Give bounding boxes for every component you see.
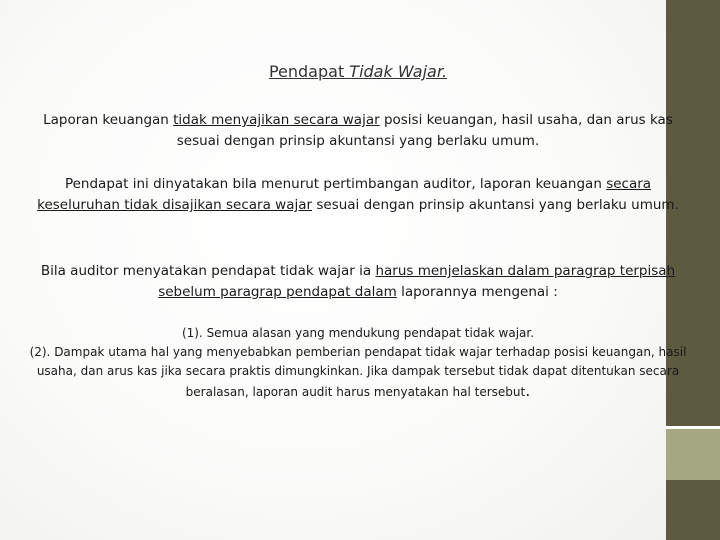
para3-underlined: harus menjelaskan dalam paragrap terpisah sebelum paragrap pendapat dalam <box>158 263 676 300</box>
para2-text-a: Pendapat ini dinyatakan bila menurut pertimbangan auditor, laporan keuangan <box>64 176 607 192</box>
para1-text-a: Laporan keuangan <box>43 112 174 128</box>
list-item-2-end: . <box>525 381 531 400</box>
para3-text-b: laporannya mengenai : <box>396 284 558 300</box>
list-item-1: (1). Semua alasan yang mendukung pendapat tidak wajar. <box>181 326 535 340</box>
list-item-2 <box>28 343 688 402</box>
para1-text-b: posisi keuangan, hasil usaha, dan arus kas sesuai dengan prinsip akuntansi yang berlaku umum. <box>176 112 673 149</box>
para3-text-a: Bila auditor menyatakan pendapat tidak wajar ia <box>40 263 376 279</box>
list-item-2-text: (2). Dampak utama hal yang menyebabkan pemberian pendapat tidak wajar terhadap posisi keuangan, hasil usaha, dan arus kas jika secara praktis dimungkinkan. Jika dampak tersebut tidak dapat ditentukan secara beralasan, laporan audit harus menyatakan hal tersebut <box>29 345 687 399</box>
title-part2: Tidak Wajar. <box>349 62 448 81</box>
para2-underlined: secara keseluruhan tidak disajikan secara wajar <box>37 176 652 213</box>
sidebar-accent-block <box>666 429 720 480</box>
paragraph-1 <box>28 110 688 152</box>
para2-text-b: sesuai dengan prinsip akuntansi yang berlaku umum. <box>312 197 679 213</box>
title-part1: Pendapat <box>268 62 350 81</box>
sidebar-bottom-block <box>666 480 720 540</box>
para1-underlined: tidak menyajikan secara wajar <box>173 112 380 128</box>
paragraph-2 <box>28 174 688 216</box>
paragraph-3 <box>28 261 688 303</box>
slide-title <box>28 60 688 84</box>
paragraph-4-list <box>28 324 688 402</box>
